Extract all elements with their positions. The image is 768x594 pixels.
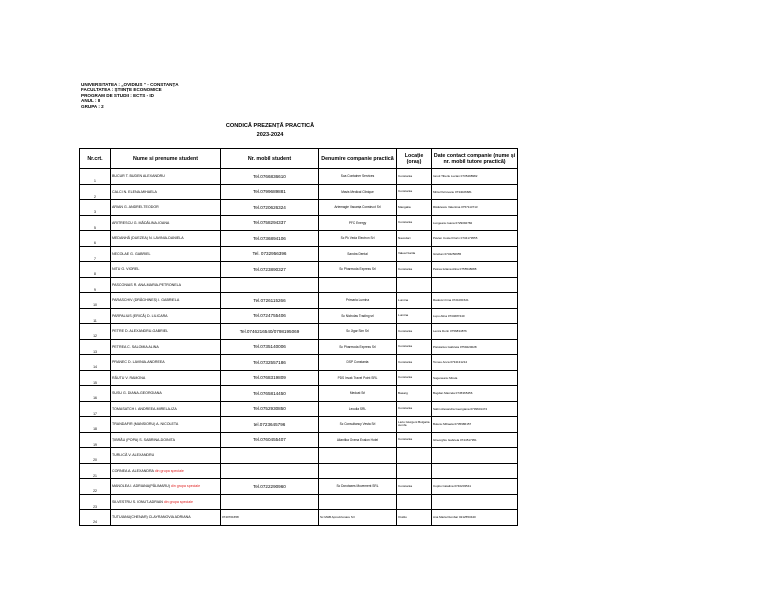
company-location: Valea Nucila xyxy=(397,246,432,262)
company-contact: Ana Maria Dumbar 0212553440 xyxy=(432,510,518,526)
column-header-phone: Nr. mobil student xyxy=(221,149,319,169)
student-phone xyxy=(221,494,319,510)
student-phone: Tel. 0732956396 xyxy=(221,246,319,262)
student-name: CORNEA A. ALEXANDRA xyxy=(112,468,154,473)
company-contact: Gireban 0734250955 xyxy=(432,246,518,262)
student-phone: 0740701658 xyxy=(221,510,319,526)
company-contact: Gheorghiu Gabriela 0744517951 xyxy=(432,432,518,448)
student-name-cell xyxy=(111,231,221,247)
table-row xyxy=(80,339,518,355)
company-name: Sc Pharmoda Express Srl xyxy=(319,339,397,355)
student-name: TOMASATCH I. ANDREEA-MIRELA-IZA xyxy=(112,406,177,411)
student-name: BUCUR T. BUDEN ALEXANDRU xyxy=(112,174,165,179)
row-number: 20 xyxy=(80,448,111,464)
table-row xyxy=(80,277,518,293)
special-group-note: din grupa speciale xyxy=(163,499,194,504)
table-row xyxy=(80,200,518,216)
student-name: ARIAN G. ANDREI-TEODOR xyxy=(112,205,159,210)
company-contact: Rădulescu Valentina 0757113713 xyxy=(432,200,518,216)
company-contact xyxy=(432,494,518,510)
company-contact xyxy=(432,463,518,479)
row-number: 7 xyxy=(80,246,111,262)
student-name-cell xyxy=(111,215,221,231)
company-name xyxy=(319,448,397,464)
column-header-nr: Nr.crt. xyxy=(80,149,111,169)
student-phone: Tel.0732557186 xyxy=(221,355,319,371)
company-location: Constanta xyxy=(397,184,432,200)
company-name: Sc Nicholas Trading srl xyxy=(319,308,397,324)
student-name-cell xyxy=(111,370,221,386)
company-location xyxy=(397,494,432,510)
company-contact: Salim Alexandra Georgiana 0739601474 xyxy=(432,401,518,417)
page-title: CONDICĂ PREZENȚĂ PRACTICĂ xyxy=(225,123,315,129)
company-name xyxy=(319,277,397,293)
row-number: 13 xyxy=(80,339,111,355)
table-row xyxy=(80,169,518,185)
row-number: 14 xyxy=(80,355,111,371)
company-name: Sc Pk Veda Electron Srl xyxy=(319,231,397,247)
student-phone xyxy=(221,448,319,464)
table-row xyxy=(80,215,518,231)
company-name: Primaria Lumina xyxy=(319,293,397,309)
student-name: SUSU G. DIANA-GEORGIANA xyxy=(112,391,162,396)
table-row xyxy=(80,510,518,526)
table-row xyxy=(80,432,518,448)
student-name-cell xyxy=(111,463,221,479)
company-location: Lumina xyxy=(397,293,432,309)
table-row xyxy=(80,479,518,495)
company-name xyxy=(319,463,397,479)
row-number: 5 xyxy=(80,215,111,231)
student-phone: Tel.0720626324 xyxy=(221,200,319,216)
student-name-cell xyxy=(111,448,221,464)
company-contact: Sugeneanu Mirela xyxy=(432,370,518,386)
table-row xyxy=(80,401,518,417)
row-number: 10 xyxy=(80,293,111,309)
student-name-cell xyxy=(111,494,221,510)
company-location: Constanta xyxy=(397,370,432,386)
company-location: Lazu Giurgeni Bulgaria cumfa xyxy=(397,417,432,433)
student-name-cell xyxy=(111,386,221,402)
table-row xyxy=(80,324,518,340)
row-number: 23 xyxy=(80,494,111,510)
table-row xyxy=(80,308,518,324)
special-group-note: din grupa speciale xyxy=(154,468,184,473)
company-location xyxy=(397,277,432,293)
student-phone xyxy=(221,463,319,479)
student-name: NECOLAE G. GABRIEL xyxy=(112,251,151,256)
company-location: Constanta xyxy=(397,262,432,278)
document-header xyxy=(81,82,179,109)
table-row xyxy=(80,184,518,200)
row-number: 21 xyxy=(80,463,111,479)
company-location: Constanta xyxy=(397,339,432,355)
company-location: Constanta xyxy=(397,169,432,185)
company-contact: Bulenu Mihaela 0735986157 xyxy=(432,417,518,433)
row-number: 3 xyxy=(80,200,111,216)
student-name: PASCONIAS R. ANA-MARIA-PETRONELA xyxy=(112,282,182,287)
company-contact: Tomeu Anca 0734131214 xyxy=(432,355,518,371)
student-phone: tel.0723645796 xyxy=(221,417,319,433)
student-name: ȚIBRĂU (POPA) S. SABRINA-DOINITA xyxy=(112,437,175,442)
company-name: PFC Energy xyxy=(319,215,397,231)
row-number: 2 xyxy=(80,184,111,200)
company-location: Basarg xyxy=(397,386,432,402)
table-row xyxy=(80,293,518,309)
table-row xyxy=(80,262,518,278)
faculty-line: FACULTATEA : ȘTIINȚE ECONOMICE xyxy=(81,87,162,93)
table-row xyxy=(80,386,518,402)
student-name: TUTUIANU(CHENAR) CLAYRANOVIA ADRIANA xyxy=(112,515,191,520)
company-location: Constanta xyxy=(397,432,432,448)
student-phone: Tel.0736894106 xyxy=(221,231,319,247)
student-name-cell xyxy=(111,510,221,526)
company-location: Constanta xyxy=(397,355,432,371)
company-location: Lumina xyxy=(397,308,432,324)
company-location: Constanta xyxy=(397,215,432,231)
row-number: 24 xyxy=(80,510,111,526)
company-name: PDS Invak Travel Point SRL xyxy=(319,370,397,386)
year-line: ANUL : II xyxy=(81,98,101,104)
company-contact: Ionuti Tiberiu Lucian 0735498982 xyxy=(432,169,518,185)
group-line: GRUPA : 2 xyxy=(81,103,104,109)
row-number: 16 xyxy=(80,386,111,402)
student-name-cell xyxy=(111,339,221,355)
company-location xyxy=(397,463,432,479)
company-contact xyxy=(432,448,518,464)
company-name: Mavis Medical Clinique xyxy=(319,184,397,200)
table-body xyxy=(80,169,518,526)
row-number: 9 xyxy=(80,277,111,293)
student-phone: Tel.0722290960 xyxy=(221,479,319,495)
row-number: 6 xyxy=(80,231,111,247)
student-name: PARASCHIV (DRĂGHINEȘ) I. GABRIELA xyxy=(112,298,180,303)
row-number: 19 xyxy=(80,432,111,448)
student-name: CALCI N. ELENA-MIHAELA xyxy=(112,189,157,194)
student-name-cell xyxy=(111,277,221,293)
company-name: Sc Pharmoda Express Srl xyxy=(319,262,397,278)
company-location: Mangalia xyxy=(397,200,432,216)
page-subtitle-year: 2023-2024 xyxy=(256,132,284,138)
program-line: PROGRAM DE STUDII : ECTS - ID xyxy=(81,92,154,98)
student-name-cell xyxy=(111,355,221,371)
company-name: Sandra Dental xyxy=(319,246,397,262)
student-phone: Tel.0726115266 xyxy=(221,293,319,309)
company-name xyxy=(319,494,397,510)
attendance-table xyxy=(79,148,518,526)
company-name: Sc MHB Aprovizionare Srl xyxy=(319,510,397,526)
student-name: SILVESTRU S. IONUT-ADRIAN xyxy=(112,499,163,504)
company-contact: Lenza Dorin 0756834876 xyxy=(432,324,518,340)
student-name-cell xyxy=(111,184,221,200)
student-name: MEDANHĂ (DUEZEA) N. LAVINIA-DANIELA xyxy=(112,236,184,241)
company-contact: Bogdan Marcela 0745365456 xyxy=(432,386,518,402)
student-name-cell xyxy=(111,432,221,448)
row-number: 17 xyxy=(80,401,111,417)
company-location: Navodari xyxy=(397,231,432,247)
student-phone: Tel.0746216540/0798195069 xyxy=(221,324,319,340)
company-contact: Lupu Alina 0734687440 xyxy=(432,308,518,324)
column-header-location: Locație (oraș) xyxy=(397,149,432,169)
student-name: ARITRESCU G. MĂDĂLINA-IOANA xyxy=(112,220,170,225)
company-contact: Radovici Irina 0721061521 xyxy=(432,293,518,309)
student-name-cell xyxy=(111,324,221,340)
student-phone: Tel.0765814450 xyxy=(221,386,319,402)
student-name: RĂUTU V. RAMONA xyxy=(112,375,146,380)
student-name-cell xyxy=(111,308,221,324)
company-location xyxy=(397,448,432,464)
special-group-note: din grupa speciale xyxy=(170,484,201,489)
student-name-cell xyxy=(111,293,221,309)
student-name: NITU G. VIOREL xyxy=(112,267,140,272)
student-name: TURLICĂ V. ALEXANDRU xyxy=(112,453,155,458)
student-phone: Tel.0768319809 xyxy=(221,370,319,386)
table-row xyxy=(80,246,518,262)
company-location: Ovidiu xyxy=(397,510,432,526)
company-name: Sc Jigar Sim Srl xyxy=(319,324,397,340)
row-number: 11 xyxy=(80,308,111,324)
student-phone xyxy=(221,277,319,293)
table-row xyxy=(80,448,518,464)
column-header-contact: Date contact companie (nume și nr. mobil tutore practică) xyxy=(432,149,518,169)
student-phone: Tel.0752930850 xyxy=(221,401,319,417)
table-row xyxy=(80,494,518,510)
student-name-cell xyxy=(111,169,221,185)
student-phone: Tel.0723890327 xyxy=(221,262,319,278)
student-name-cell xyxy=(111,262,221,278)
company-contact: Pistolarius Gabriela 0759220028 xyxy=(432,339,518,355)
student-phone: Tel.0735140006 xyxy=(221,339,319,355)
table-header-row xyxy=(80,149,518,169)
table-row xyxy=(80,417,518,433)
company-contact: Cupitu Catalina 0740203541 xyxy=(432,479,518,495)
student-name-cell xyxy=(111,479,221,495)
company-contact: Mirta Petrovanu 0734026681 xyxy=(432,184,518,200)
student-phone: Tel.0760455407 xyxy=(221,432,319,448)
company-name: Aliantika Ovena Exalon Hotel xyxy=(319,432,397,448)
row-number: 22 xyxy=(80,479,111,495)
row-number: 18 xyxy=(80,417,111,433)
row-number: 12 xyxy=(80,324,111,340)
company-location: Constanta xyxy=(397,479,432,495)
student-name: PETREA C. SALOMIA ALINA xyxy=(112,344,159,349)
column-header-name: Nume si prenume student xyxy=(111,149,221,169)
company-location: Constanta xyxy=(397,401,432,417)
student-phone: Tel.0766836610 xyxy=(221,169,319,185)
row-number: 1 xyxy=(80,169,111,185)
table-row xyxy=(80,370,518,386)
company-name: Medcat Srl xyxy=(319,386,397,402)
row-number: 15 xyxy=(80,370,111,386)
student-phone: Tel.0758294337 xyxy=(221,215,319,231)
company-contact: Lungeanu Ioana 0729092782 xyxy=(432,215,518,231)
university-line: UNIVERSITATEA : „OVIDIUS “ - CONSTANȚA xyxy=(81,82,179,87)
company-name: Soa Container Services xyxy=(319,169,397,185)
company-name: Sc Consultancy Vesta Srl xyxy=(319,417,397,433)
company-contact: Pavlen Costel Florin 0734179555 xyxy=(432,231,518,247)
student-name-cell xyxy=(111,417,221,433)
table-row xyxy=(80,463,518,479)
column-header-company: Denumire companie practică xyxy=(319,149,397,169)
company-contact xyxy=(432,277,518,293)
student-name: MANOLEA I. ADRIANA(PĂLIMARU) xyxy=(112,484,170,489)
student-name: PRANEC D. LAVINIA-ANDREEA xyxy=(112,360,165,365)
table-row xyxy=(80,231,518,247)
table-row xyxy=(80,355,518,371)
company-contact: Petrea Iuliana Alina 0755548088 xyxy=(432,262,518,278)
student-name-cell xyxy=(111,401,221,417)
company-location: Constanta xyxy=(397,324,432,340)
student-name-cell xyxy=(111,200,221,216)
row-number: 8 xyxy=(80,262,111,278)
company-name: Artemagie Vacanța Construct Srl xyxy=(319,200,397,216)
company-name: DSP Constanta xyxy=(319,355,397,371)
student-phone: Tel.0724755406 xyxy=(221,308,319,324)
student-name: TRANDAFIR (MANSIORU) A. NICOLETA xyxy=(112,422,179,427)
student-phone: Tel.0799689881 xyxy=(221,184,319,200)
company-name: Lecuila SRL xyxy=(319,401,397,417)
company-name: Sc Dorotaxes Movement SRL xyxy=(319,479,397,495)
student-name: PARPALIUS (ERICĂ) D. LILICARA xyxy=(112,313,168,318)
student-name: PETRE D. ALEXANDRU-GABRIEL xyxy=(112,329,169,334)
student-name-cell xyxy=(111,246,221,262)
